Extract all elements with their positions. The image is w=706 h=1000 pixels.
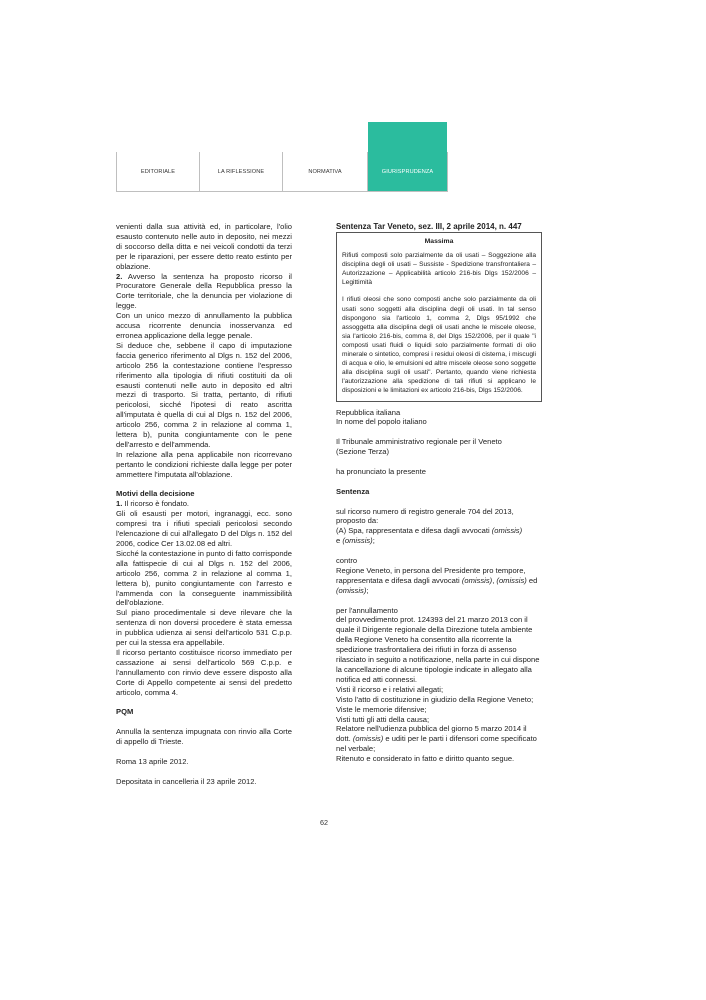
paragraph-number: 1. bbox=[116, 499, 123, 509]
massima-subject: Rifiuti composti solo parzialmente da oli usati – Soggezione alla disciplina degli oli usati – Sussiste - Spedizione transfrontaliera – Autorizzazione – Applicabilità articolo 216-bis Dlgs 152/2006 – Legittimità bbox=[342, 252, 536, 287]
paragraph: Il ricorso pertanto costituisce ricorso immediato per cassazione ai sensi dell'articolo 569 C.p.p. e l'annullamento con rinvio deve essere disposto alla Corte di Appello competente ai sensi del predetto articolo, comma 4. bbox=[116, 647, 292, 697]
paragraph-text: ed bbox=[526, 575, 538, 585]
paragraph: Il Tribunale amministrativo regionale per il Veneto bbox=[336, 437, 502, 447]
nav-underline bbox=[116, 191, 448, 192]
left-column bbox=[116, 222, 292, 787]
tab-label: NORMATIVA bbox=[308, 168, 342, 175]
paragraph-text: ; bbox=[372, 536, 375, 546]
paragraph-number: 2. bbox=[116, 271, 123, 281]
paragraph-text: e uditi per le parti i difensori come specificato nel verbale; bbox=[336, 734, 537, 754]
paragraph: (Sezione Terza) bbox=[336, 447, 390, 457]
paragraph bbox=[336, 526, 542, 546]
paragraph bbox=[336, 566, 542, 596]
section-heading: PQM bbox=[116, 707, 134, 717]
nav-separator bbox=[447, 152, 448, 191]
tab-giurisprudenza[interactable] bbox=[368, 122, 447, 191]
paragraph: contro bbox=[336, 556, 358, 566]
paragraph: Sicché la contestazione in punto di fatto corrisponde alla fattispecie di cui al Dlgs n. 152 del 2006, articolo 256, comma 2 in relazione al comma 1, lettera b), punito congiuntamente con l'arresto e l'ammenda con la conseguente inammissibilità dell'oblazione. bbox=[116, 548, 292, 608]
page-number: 62 bbox=[320, 818, 328, 827]
paragraph bbox=[116, 272, 292, 312]
paragraph: Si deduce che, sebbene il capo di imputazione faccia generico riferimento al Dlgs n. 152 del 2006, articolo 256 la contestazione contiene l'espresso riferimento alla tipologia di rifiuti costituiti da oli esausti contenuti nelle auto in deposito ed altri mezzi di trasporto. Si tratta, pertanto, di rifiuti pericolosi, sicché l'ipotesi di reato ascritta all'imputata è quella di cui al Dlgs n. 152 del 2006, articolo 256, comma 2 in relazione al comma 1, lettera b), punita congiuntamente con le pene dell'arresto e dell'ammenda. bbox=[116, 340, 292, 449]
paragraph-text: Il ricorso è fondato. bbox=[122, 499, 190, 509]
tab-normativa[interactable] bbox=[283, 152, 367, 191]
paragraph: venienti dalla sua attività ed, in particolare, l'olio esausto contenuto nelle auto in deposito, nei mezzi di soccorso della ditta e nei veicoli condotti da terzi per le riparazioni, per essere detto reato estinto per oblazione. bbox=[116, 222, 292, 271]
paragraph-text: (A) Spa, rappresentata e difesa dagli avvocati bbox=[336, 526, 492, 536]
omissis: (omissis) bbox=[352, 734, 384, 744]
omissis: (omissis) bbox=[461, 575, 493, 585]
tab-editoriale[interactable] bbox=[117, 152, 199, 191]
paragraph: ha pronunciato la presente bbox=[336, 466, 426, 476]
omissis: (omissis) bbox=[496, 575, 527, 585]
tab-la-riflessione[interactable] bbox=[200, 152, 282, 191]
paragraph-text: Relatore nell'udienza pubblica del giorno 5 marzo 2014 il dott. bbox=[336, 724, 527, 744]
section-heading: Motivi della decisione bbox=[116, 489, 195, 499]
tab-label: EDITORIALE bbox=[140, 168, 176, 175]
paragraph: Visti il ricorso e i relativi allegati; bbox=[336, 684, 444, 694]
paragraph: In nome del popolo italiano bbox=[336, 417, 427, 427]
massima-body: I rifiuti oleosi che sono composti anche solo parzialmente da oli usati sono soggetti alla disciplina degli oli usati. In tal senso dispongono sia l'articolo 1, comma 2, Dlgs 95/1992 che assoggetta alla disciplina degli oli usati anche le miscele oleose, sia l'articolo 216-bis, comma 8, del Dlgs 152/2006, per il quale "i composti usati fluidi o liquidi solo parzialmente formati di olio minerale o sintetico, compresi i residui oleosi di cisterna, i miscugli di acqua e olio, le emulsioni ed altre miscele oleose sono soggette alla disciplina sugli oli usati". Pertanto, quando viene richiesta l'autorizzazione alla spedizione di tali rifiuti si applicano le disposizioni e le limitazioni ex articolo 216-bis, Dlgs 152/2006. bbox=[342, 296, 536, 395]
paragraph-text: , bbox=[492, 575, 497, 585]
paragraph bbox=[336, 724, 542, 754]
paragraph: Repubblica italiana bbox=[336, 407, 401, 417]
paragraph: per l'annullamento bbox=[336, 605, 398, 615]
paragraph: Depositata in cancelleria il 23 aprile 2012. bbox=[116, 776, 257, 786]
paragraph: In relazione alla pena applicabile non ricorrevano pertanto le condizioni richieste dalla legge per poter ammettere l'imputata all'oblazione. bbox=[116, 449, 292, 479]
paragraph-text: ; bbox=[366, 585, 369, 595]
paragraph: Viste le memorie difensive; bbox=[336, 704, 427, 714]
omissis: (omissis) bbox=[336, 585, 367, 595]
tab-label: GIURISPRUDENZA bbox=[381, 168, 434, 175]
sentence-title: Sentenza Tar Veneto, sez. III, 2 aprile 2014, n. 447 bbox=[336, 222, 522, 231]
paragraph: Annulla la sentenza impugnata con rinvio alla Corte di appello di Trieste. bbox=[116, 727, 292, 747]
section-heading: Sentenza bbox=[336, 486, 370, 496]
paragraph: sul ricorso numero di registro generale 704 del 2013, proposto da: bbox=[336, 506, 514, 526]
paragraph: Visto l'atto di costituzione in giudizio della Regione Veneto; bbox=[336, 694, 534, 704]
paragraph-text: Regione Veneto, in persona del Presidente pro tempore, rappresentata e difesa dagli avvocati bbox=[336, 565, 526, 585]
massima-heading: Massima bbox=[424, 238, 454, 245]
right-column bbox=[336, 222, 542, 764]
tab-label: LA RIFLESSIONE bbox=[217, 168, 265, 175]
paragraph-text: Avverso la sentenza ha proposto ricorso il Procuratore Generale della Repubblica presso la Corte territoriale, che la denuncia per violazione di legge. bbox=[116, 271, 292, 311]
paragraph: Ritenuto e considerato in fatto e diritto quanto segue. bbox=[336, 754, 515, 764]
omissis: (omissis) bbox=[342, 536, 373, 546]
paragraph bbox=[116, 499, 292, 509]
paragraph: Visti tutti gli atti della causa; bbox=[336, 714, 430, 724]
paragraph: Sul piano procedimentale si deve rilevare che la sentenza di non doversi procedere è stata emessa in pubblica udienza ai sensi dell'articolo 531 C.p.p. per cui la stessa era appellabile. bbox=[116, 608, 292, 648]
paragraph: Con un unico mezzo di annullamento la pubblica accusa ricorrente denuncia inosservanza ed erronea applicazione della legge penale. bbox=[116, 311, 292, 340]
massima-box bbox=[336, 232, 542, 402]
paragraph: del provvedimento prot. 124393 del 21 marzo 2013 con il quale il Dirigente regionale della Direzione tutela ambiente della Regione Veneto ha consentito alla ricorrente la spedizione trasfrontaliera dei rifiuti in forza di assenso rilasciato in seguito a notificazione, nella parte in cui dispone la cancellazione di alcune tipologie indicate in allegato alla notifica ed atti connessi. bbox=[336, 615, 540, 684]
paragraph: Gli oli esausti per motori, ingranaggi, ecc. sono compresi tra i rifiuti speciali pericolosi secondo l'elencazione di cui all'allegato D del Dlgs n. 152 del 2006, codice Cer 13.02.08 ed altri. bbox=[116, 509, 292, 548]
paragraph-text: e bbox=[336, 536, 343, 546]
paragraph: Roma 13 aprile 2012. bbox=[116, 756, 189, 766]
omissis: (omissis) bbox=[491, 526, 523, 536]
